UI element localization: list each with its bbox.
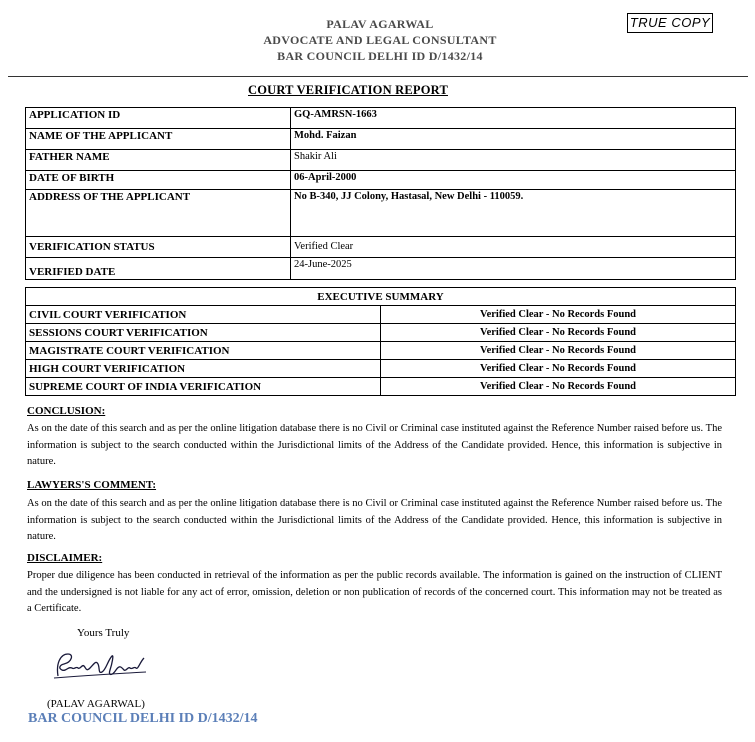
detail-value: No B-340, JJ Colony, Hastasal, New Delhi - 110059. xyxy=(291,190,736,237)
closing-text: Yours Truly xyxy=(77,627,130,639)
conclusion-title: CONCLUSION: xyxy=(27,405,106,417)
table-row xyxy=(26,150,736,171)
summary-value: Verified Clear - No Records Found xyxy=(381,378,736,396)
signatory-name: (PALAV AGARWAL) xyxy=(47,698,145,710)
detail-label: FATHER NAME xyxy=(26,150,291,171)
header-name: PALAV AGARWAL xyxy=(326,17,434,31)
detail-label: ADDRESS OF THE APPLICANT xyxy=(26,190,291,237)
detail-label: APPLICATION ID xyxy=(26,108,291,129)
summary-value: Verified Clear - No Records Found xyxy=(381,306,736,324)
detail-value: Verified Clear xyxy=(291,237,736,258)
executive-summary-table xyxy=(25,287,736,396)
detail-value: GQ-AMRSN-1663 xyxy=(291,108,736,129)
header-divider xyxy=(8,76,748,77)
summary-value: Verified Clear - No Records Found xyxy=(381,360,736,378)
header-title: ADVOCATE AND LEGAL CONSULTANT xyxy=(263,33,497,47)
conclusion-text: As on the date of this search and as per the online litigation database there is no Civil or Criminal case instituted against the Reference Number raised before us. The information is subject to the search conducted within the Jurisdictional limits of the Address of the Candidate provided. Hence, this information is subjective in nature. xyxy=(27,423,722,467)
header-bar-id: BAR COUNCIL DELHI ID D/1432/14 xyxy=(277,49,483,63)
table-row xyxy=(26,190,736,237)
detail-value: Mohd. Faizan xyxy=(291,129,736,150)
details-table xyxy=(25,107,736,280)
detail-label: NAME OF THE APPLICANT xyxy=(26,129,291,150)
lawyers-comment-title: LAWYERS'S COMMENT: xyxy=(27,479,157,491)
summary-label: SESSIONS COURT VERIFICATION xyxy=(26,324,381,342)
table-row xyxy=(26,360,736,378)
table-row xyxy=(26,258,736,280)
detail-value: 24-June-2025 xyxy=(291,258,736,280)
table-row xyxy=(26,108,736,129)
signatory-bar-id: BAR COUNCIL DELHI ID D/1432/14 xyxy=(28,711,258,726)
summary-heading: EXECUTIVE SUMMARY xyxy=(26,288,736,306)
summary-label: MAGISTRATE COURT VERIFICATION xyxy=(26,342,381,360)
detail-label: VERIFIED DATE xyxy=(26,258,291,280)
disclaimer-text: Proper due diligence has been conducted in retrieval of the information as per the public records available. The information is gained on the instruction of CLIENT and the undersigned is not liable for any act of error, omission, deletion or non publication of records of the concerned court. This information may not be treated as a Certificate. xyxy=(27,570,722,614)
table-row xyxy=(26,342,736,360)
signature-image xyxy=(50,646,160,691)
table-row xyxy=(26,288,736,306)
table-row xyxy=(26,378,736,396)
report-title: COURT VERIFICATION REPORT xyxy=(248,83,448,97)
summary-label: HIGH COURT VERIFICATION xyxy=(26,360,381,378)
table-row xyxy=(26,171,736,190)
table-row xyxy=(26,129,736,150)
detail-value: Shakir Ali xyxy=(291,150,736,171)
detail-label: DATE OF BIRTH xyxy=(26,171,291,190)
detail-value: 06-April-2000 xyxy=(291,171,736,190)
disclaimer-title: DISCLAIMER: xyxy=(27,552,103,564)
table-row xyxy=(26,237,736,258)
summary-label: CIVIL COURT VERIFICATION xyxy=(26,306,381,324)
summary-value: Verified Clear - No Records Found xyxy=(381,342,736,360)
table-row xyxy=(26,306,736,324)
true-copy-stamp: TRUE COPY xyxy=(627,13,713,33)
table-row xyxy=(26,324,736,342)
lawyers-comment-text: As on the date of this search and as per the online litigation database there is no Civil or Criminal case instituted against the Reference Number raised before us. The information is subject to the search conducted within the Jurisdictional limits of the Address of the Candidate provided. Hence, this information is subjective in nature. xyxy=(27,498,722,542)
summary-value: Verified Clear - No Records Found xyxy=(381,324,736,342)
detail-label: VERIFICATION STATUS xyxy=(26,237,291,258)
summary-label: SUPREME COURT OF INDIA VERIFICATION xyxy=(26,378,381,396)
